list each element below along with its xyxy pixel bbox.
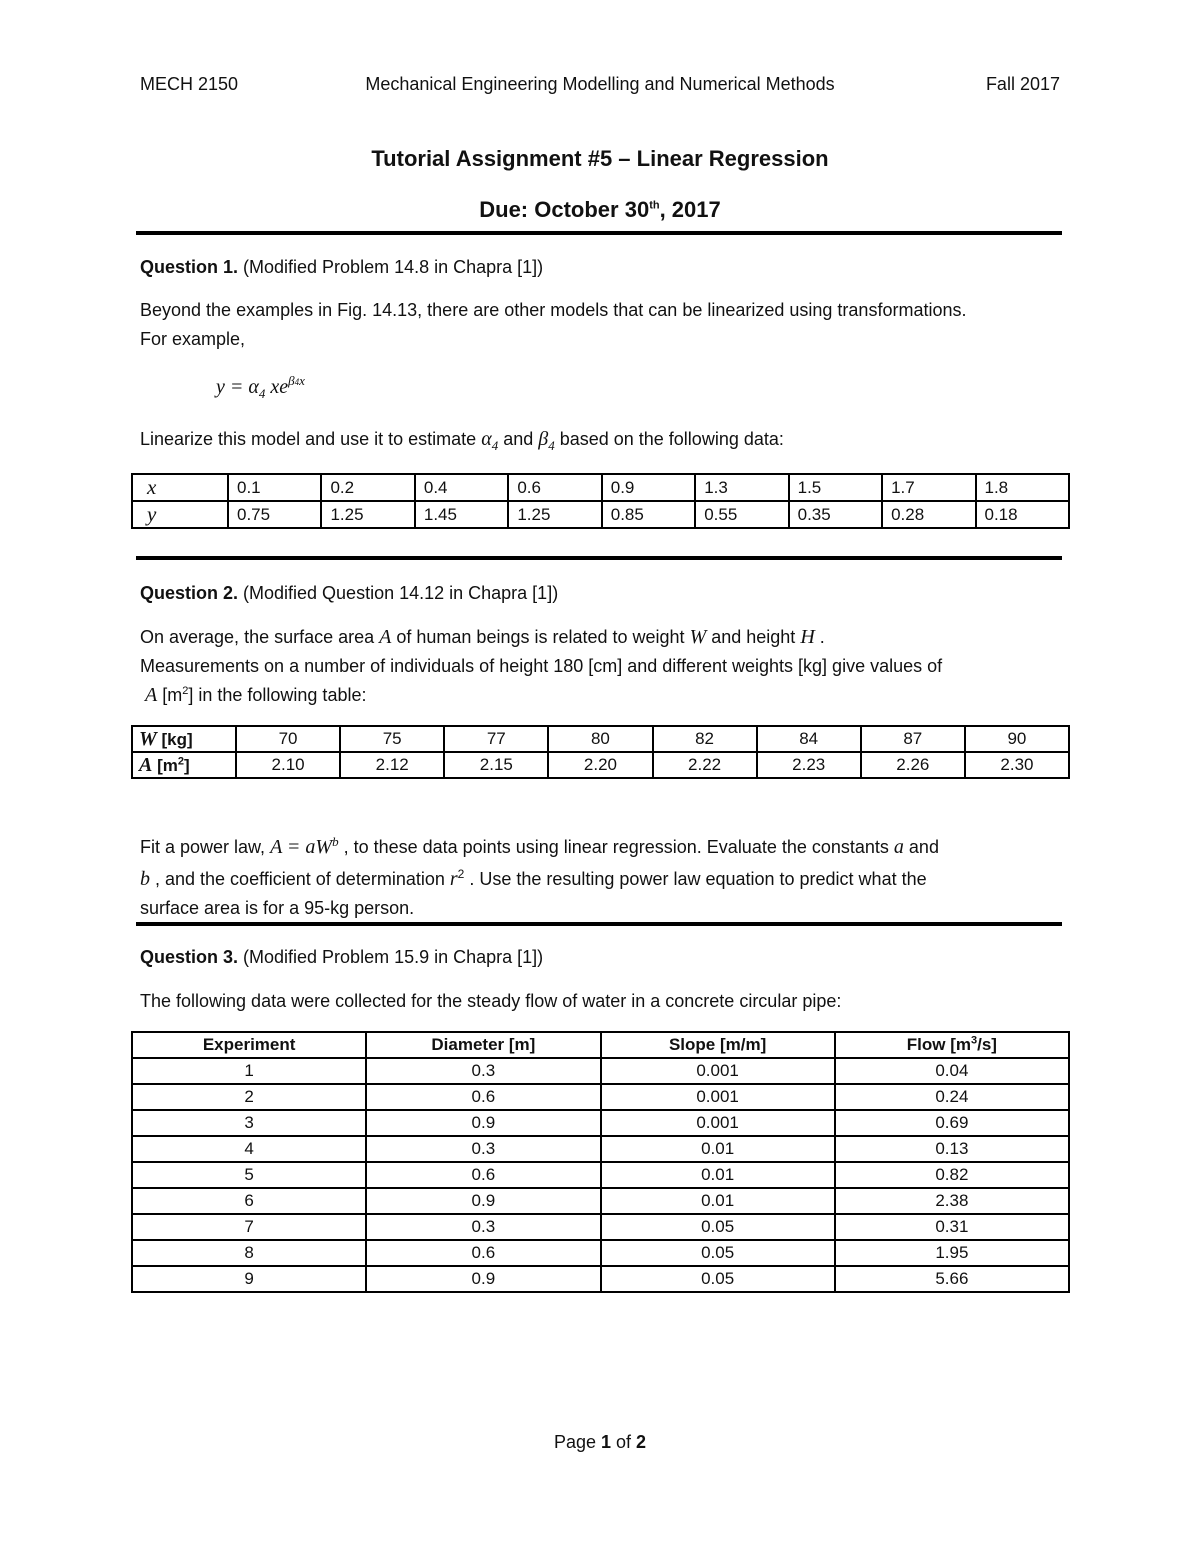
q3-heading [140, 943, 1070, 972]
table-cell: 0.05 [601, 1240, 835, 1266]
q1-eq-sub: 4 [258, 386, 266, 401]
footer-page-total: 2 [636, 1432, 647, 1452]
q2-l3-b: ] in the following table: [188, 685, 367, 705]
q1-beta-sym: β [538, 428, 549, 450]
q2-l1-b: of human beings is related to weight [391, 627, 690, 647]
q2-l3-sup: 2 [182, 685, 189, 697]
q1-instruction [140, 425, 1070, 454]
q1-beta [538, 428, 555, 453]
col-header-slope: Slope [m/m] [601, 1032, 835, 1058]
table-cell: 0.6 [366, 1162, 600, 1188]
due-suffix: , 2017 [659, 197, 721, 222]
table-cell: 3 [132, 1110, 366, 1136]
table-row [132, 1266, 1069, 1292]
table-cell: 7 [132, 1214, 366, 1240]
table-row [132, 1188, 1069, 1214]
q2-fit-e: . Use the resulting power law equation to predict what the [464, 869, 927, 889]
table-row [132, 1110, 1069, 1136]
footer-of: of [611, 1432, 637, 1452]
q2-rule [136, 922, 1062, 926]
q2-data-table [131, 725, 1070, 779]
table-cell: 0.1 [228, 474, 321, 501]
table-cell: 0.35 [789, 501, 882, 528]
q1-eq-mid: xe [265, 376, 289, 398]
flow-header-text: Flow [m [906, 1035, 971, 1054]
table-cell: 0.001 [601, 1110, 835, 1136]
footer-page-number: 1 [601, 1432, 612, 1452]
q3-data-table [131, 1031, 1070, 1293]
q3-label: Question 3. [140, 947, 239, 967]
q2-fit-text [140, 831, 1070, 921]
table-cell: 0.18 [976, 501, 1070, 528]
table-row [132, 1162, 1069, 1188]
q1-eq-exp: β [288, 373, 295, 389]
flow-header-suffix: /s] [977, 1035, 997, 1054]
term: Fall 2017 [985, 74, 1060, 94]
q2-sym-A: A [379, 626, 392, 648]
q2-intro-line1 [140, 623, 1070, 652]
q2-fit-eq-sup: b [332, 834, 339, 849]
table-cell: 2.20 [548, 752, 652, 778]
q2-a-unit-sup: 2 [177, 754, 184, 767]
table-cell: 1.25 [321, 501, 414, 528]
table-cell: 0.05 [601, 1214, 835, 1240]
table-cell: 0.75 [228, 501, 321, 528]
q2-fit-line2 [140, 863, 1070, 895]
q1-rule [136, 556, 1062, 560]
table-cell: 2.23 [757, 752, 861, 778]
q1-beta-sub: 4 [548, 438, 555, 453]
q2-sym-r: r [449, 868, 458, 890]
table-cell: 1.25 [508, 501, 601, 528]
table-cell: 1.8 [976, 474, 1070, 501]
table-cell: 0.9 [366, 1188, 600, 1214]
table-cell: 2.15 [444, 752, 548, 778]
table-cell: 0.69 [835, 1110, 1069, 1136]
q1-intro-line2: For example, [140, 329, 246, 349]
table-row [132, 1240, 1069, 1266]
col-header-experiment: Experiment [132, 1032, 366, 1058]
q1-source: (Modified Problem 14.8 in Chapra [1]) [238, 257, 544, 277]
table-cell: 0.3 [366, 1136, 600, 1162]
table-cell: 1.7 [882, 474, 975, 501]
table-cell: 0.2 [321, 474, 414, 501]
q3-source: (Modified Problem 15.9 in Chapra [1]) [238, 947, 544, 967]
table-cell: 0.55 [695, 501, 788, 528]
table-cell: 0.001 [601, 1084, 835, 1110]
table-cell: 87 [861, 726, 965, 752]
q2-sym-W: W [689, 626, 707, 648]
q2-fit-d: , and the coefficient of determination [150, 869, 450, 889]
table-cell: 0.9 [602, 474, 695, 501]
table-row [132, 1058, 1069, 1084]
table-cell: 0.82 [835, 1162, 1069, 1188]
q2-w-header [132, 726, 236, 752]
table-row [132, 752, 1069, 778]
table-cell: 5.66 [835, 1266, 1069, 1292]
table-cell: 8 [132, 1240, 366, 1266]
table-cell: 0.9 [366, 1266, 600, 1292]
table-cell: 84 [757, 726, 861, 752]
q2-l1-c: and height [706, 627, 801, 647]
due-prefix: Due: October 30 [479, 197, 650, 222]
q1-instr-a: Linearize this model and use it to estimate [140, 429, 482, 449]
table-cell: 2.26 [861, 752, 965, 778]
table-cell: 1.3 [695, 474, 788, 501]
table-cell: 2.10 [236, 752, 340, 778]
q2-fit-a: Fit a power law, [140, 837, 271, 857]
table-cell: 5 [132, 1162, 366, 1188]
table-cell: 2.38 [835, 1188, 1069, 1214]
table-cell: 0.3 [366, 1058, 600, 1084]
table-cell: 0.01 [601, 1162, 835, 1188]
q1-alpha-sym: α [481, 428, 492, 450]
q2-fit-b: , to these data points using linear regression. Evaluate the constants [338, 837, 894, 857]
q1-instr-c: based on the following data: [554, 429, 784, 449]
course-code: MECH 2150 [140, 74, 239, 94]
table-cell: 2.22 [653, 752, 757, 778]
q1-y-header: y [132, 501, 228, 528]
table-cell: 0.13 [835, 1136, 1069, 1162]
table-cell: 2.30 [965, 752, 1069, 778]
q1-eq-lhs: y = α [216, 376, 259, 398]
q2-l1-d: . [814, 627, 825, 647]
q2-fit-c: and [903, 837, 939, 857]
table-cell: 6 [132, 1188, 366, 1214]
q2-sym-a: a [893, 836, 904, 858]
q1-x-header: x [132, 474, 228, 501]
q2-w-sym: W [139, 727, 157, 750]
table-cell: 0.3 [366, 1214, 600, 1240]
q2-fit-eq: A = aW [270, 836, 333, 858]
table-row [132, 474, 1069, 501]
table-cell: 77 [444, 726, 548, 752]
title-rule [136, 231, 1062, 235]
due-date [140, 197, 1060, 223]
table-cell: 0.01 [601, 1136, 835, 1162]
table-cell: 0.6 [508, 474, 601, 501]
table-cell: 0.05 [601, 1266, 835, 1292]
q1-label: Question 1. [140, 257, 239, 277]
table-cell: 70 [236, 726, 340, 752]
page-header [140, 74, 1060, 98]
table-row [132, 1214, 1069, 1240]
q2-sym-r-sup: 2 [457, 867, 465, 881]
table-row [132, 1084, 1069, 1110]
q3-intro: The following data were collected for the steady flow of water in a concrete circular pipe: [140, 991, 842, 1011]
q1-eq-exp-var: x [299, 373, 305, 389]
q1-alpha [481, 428, 499, 453]
table-cell: 1.45 [415, 501, 508, 528]
q2-fit-line3: surface area is for a 95-kg person. [140, 898, 415, 918]
q1-alpha-sub: 4 [491, 438, 499, 453]
q1-intro-line1: Beyond the examples in Fig. 14.13, there are other models that can be linearized using transformations. [140, 300, 967, 320]
q1-instr-b: and [498, 429, 539, 449]
q2-fit-line1 [140, 831, 1070, 863]
footer-page-word: Page [553, 1432, 601, 1452]
q2-intro [140, 623, 1070, 710]
q2-sym-A2: A [145, 684, 158, 706]
table-cell: 75 [340, 726, 444, 752]
q1-eq-exponent [288, 373, 305, 388]
q1-equation [216, 373, 305, 401]
table-cell: 80 [548, 726, 652, 752]
table-cell: 2 [132, 1084, 366, 1110]
q2-l1-a: On average, the surface area [140, 627, 380, 647]
q2-a-unit-a: [m [152, 755, 178, 775]
q2-sym-H: H [800, 626, 815, 648]
q2-intro-line3 [140, 681, 1070, 710]
q2-heading [140, 579, 1070, 608]
table-cell: 82 [653, 726, 757, 752]
table-cell: 4 [132, 1136, 366, 1162]
q2-l3-a: [m [157, 685, 183, 705]
page-footer [140, 1432, 1060, 1453]
flow-header-sup: 3 [971, 1034, 978, 1047]
table-cell: 0.001 [601, 1058, 835, 1084]
table-row [132, 1136, 1069, 1162]
table-cell: 9 [132, 1266, 366, 1292]
table-cell: 0.6 [366, 1084, 600, 1110]
q1-data-table [131, 473, 1070, 529]
table-cell: 0.6 [366, 1240, 600, 1266]
q2-source: (Modified Question 14.12 in Chapra [1]) [238, 583, 559, 603]
due-sup: th [649, 199, 660, 212]
q2-a-header [132, 752, 236, 778]
q2-a-sym: A [139, 753, 153, 776]
q2-sym-b: b [140, 868, 150, 890]
table-header-row [132, 1032, 1069, 1058]
table-cell: 0.4 [415, 474, 508, 501]
table-cell: 0.24 [835, 1084, 1069, 1110]
q2-a-unit-b: ] [183, 755, 190, 775]
q1-heading [140, 253, 1070, 282]
table-cell: 2.12 [340, 752, 444, 778]
q2-label: Question 2. [140, 583, 239, 603]
table-row [132, 726, 1069, 752]
table-cell: 0.04 [835, 1058, 1069, 1084]
course-title: Mechanical Engineering Modelling and Numerical Methods [365, 74, 835, 94]
table-row [132, 501, 1069, 528]
table-cell: 90 [965, 726, 1069, 752]
q2-w-unit: [kg] [156, 729, 193, 749]
q1-eq-exp-sub: 4 [294, 377, 300, 388]
document-title: Tutorial Assignment #5 – Linear Regression [371, 146, 829, 171]
table-cell: 1.5 [789, 474, 882, 501]
table-cell: 0.31 [835, 1214, 1069, 1240]
table-cell: 1 [132, 1058, 366, 1084]
table-cell: 1.95 [835, 1240, 1069, 1266]
q1-intro [140, 296, 1070, 354]
table-cell: 0.85 [602, 501, 695, 528]
table-cell: 0.28 [882, 501, 975, 528]
table-cell: 0.01 [601, 1188, 835, 1214]
table-cell: 0.9 [366, 1110, 600, 1136]
q2-intro-line2: Measurements on a number of individuals of height 180 [cm] and different weights [kg] give values of [140, 656, 943, 676]
col-header-diameter: Diameter [m] [366, 1032, 600, 1058]
col-header-flow [835, 1032, 1069, 1058]
